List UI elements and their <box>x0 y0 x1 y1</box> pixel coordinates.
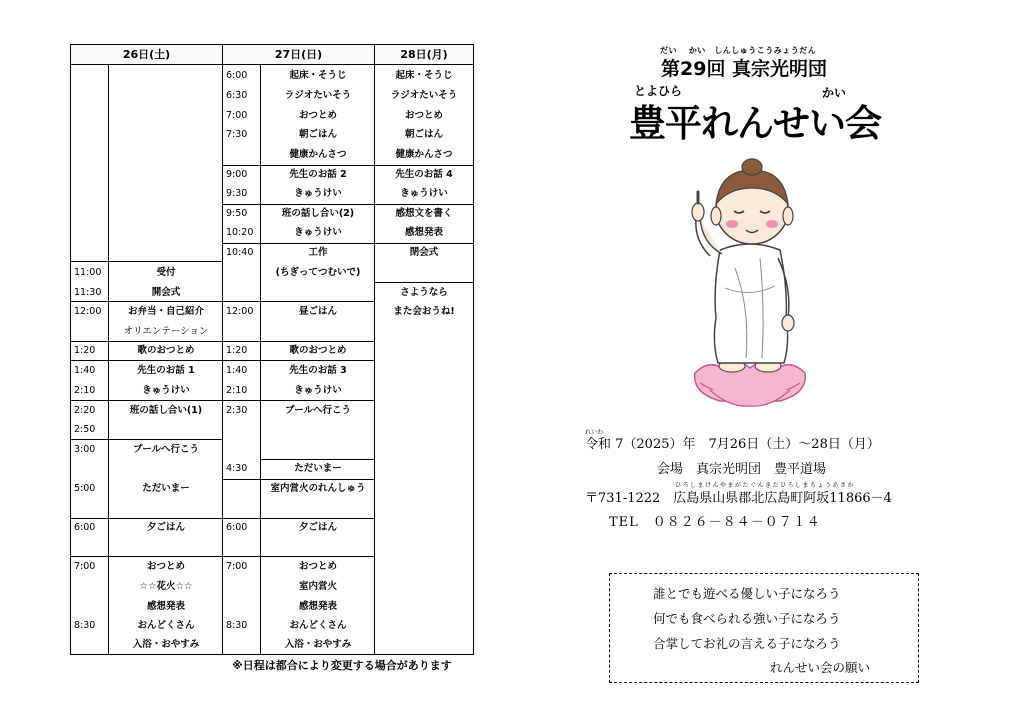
motto-caption: れんせい会の願い <box>770 660 871 675</box>
activity-cell: また会おうね! <box>393 306 455 317</box>
activity-cell: 歌のおつとめ <box>289 345 347 356</box>
motto-line: 誰とでも遊べる優しい子になろう <box>653 586 841 601</box>
activity-cell: 閉会式 <box>409 247 439 258</box>
time-cell: 6:00 <box>226 70 248 81</box>
time-cell: 6:30 <box>226 90 248 101</box>
activity-cell: 先生のお話 3 <box>289 365 347 376</box>
address-ruby: ひろしまけんやまがたぐんきたひろしまちょうあさか <box>675 482 856 489</box>
activity-cell: きゅうけい <box>294 227 342 238</box>
activity-cell: 室内営火 <box>298 581 337 592</box>
time-cell: 10:20 <box>226 227 254 238</box>
time-cell: 6:00 <box>226 522 248 533</box>
activity-cell: (ちぎってつむいで) <box>275 267 361 278</box>
activity-cell: 夕ごはん <box>298 522 337 533</box>
activity-cell: 感想文を書く <box>395 208 453 219</box>
activity-cell: 起床・そうじ <box>395 70 453 81</box>
activity-cell: 朝ごはん <box>404 129 443 140</box>
activity-cell: きゅうけい <box>294 385 342 396</box>
title-ruby-2a: とよひら <box>634 84 683 98</box>
activity-cell: ただいまー <box>294 463 342 474</box>
activity-cell: 室内営火のれんしゅう <box>270 483 366 494</box>
time-cell: 5:00 <box>74 483 96 494</box>
time-cell: 9:30 <box>226 188 248 199</box>
activity-cell: ラジオたいそう <box>284 90 352 101</box>
time-cell: 10:40 <box>226 247 254 258</box>
activity-cell: 感想発表 <box>298 601 337 612</box>
activity-cell: 健康かんさつ <box>289 149 347 160</box>
time-cell: 11:30 <box>74 287 102 298</box>
time-cell: 8:30 <box>74 620 96 631</box>
activity-cell: 朝ごはん <box>298 129 337 140</box>
activity-cell: プールへ行こう <box>132 444 200 455</box>
time-cell: 4:30 <box>226 463 248 474</box>
activity-cell: きゅうけい <box>294 188 342 199</box>
schedule-table <box>70 44 474 655</box>
time-cell: 2:10 <box>226 385 248 396</box>
activity-cell: 昼ごはん <box>298 306 337 317</box>
event-address: 〒731-1222 広島県山県郡北広島町阿坂11866－4 <box>585 491 892 506</box>
day-header-28: 28日(月) <box>375 45 473 65</box>
activity-cell: プールへ行こう <box>284 405 352 416</box>
activity-cell: 先生のお話 2 <box>289 169 347 180</box>
time-cell: 11:00 <box>74 267 102 278</box>
activity-cell: きゅうけい <box>400 188 448 199</box>
title-ruby-1: だい かい しんしゅうこうみょうだん <box>660 46 817 55</box>
activity-cell: 班の話し合い(1) <box>129 405 203 416</box>
motto-line: 何でも食べられる強い子になろう <box>653 611 841 626</box>
activity-cell: 先生のお話 1 <box>137 365 195 376</box>
time-cell: 8:30 <box>226 620 248 631</box>
event-date: 令和 7（2025）年 7月26日（土）～28日（月） <box>585 437 880 452</box>
schedule-notice: ※日程は都合により変更する場合があります <box>232 659 452 672</box>
time-cell: 12:00 <box>74 306 102 317</box>
activity-cell: 入浴・おやすみ <box>132 639 200 650</box>
time-cell: 3:00 <box>74 444 96 455</box>
activity-cell: おつとめ <box>299 561 337 572</box>
activity-cell: おんどくさん <box>289 620 347 631</box>
time-cell: 1:40 <box>226 365 248 376</box>
time-cell: 7:30 <box>226 129 248 140</box>
activity-cell: 夕ごはん <box>146 522 185 533</box>
time-cell: 2:20 <box>74 405 96 416</box>
time-cell: 9:50 <box>226 208 248 219</box>
time-cell: 1:40 <box>74 365 96 376</box>
row-rule <box>71 261 223 262</box>
activity-cell: 感想発表 <box>146 601 185 612</box>
time-cell: 2:50 <box>74 424 96 435</box>
mottos-box <box>609 573 919 683</box>
activity-cell: 受付 <box>156 267 176 278</box>
activity-cell: ラジオたいそう <box>390 90 458 101</box>
activity-cell: オリエンテーション <box>123 326 209 337</box>
time-cell: 2:10 <box>74 385 96 396</box>
activity-cell: 工作 <box>308 247 328 258</box>
activity-cell: ☆☆花火☆☆ <box>139 581 193 592</box>
time-cell: 12:00 <box>226 306 254 317</box>
activity-cell: お弁当・自己紹介 <box>127 306 204 317</box>
activity-cell: 入浴・おやすみ <box>284 639 352 650</box>
event-subtitle: 第29回 真宗光明団 <box>661 58 828 80</box>
activity-cell: 先生のお話 4 <box>395 169 453 180</box>
event-tel: TEL ０８２６－８４－０７１４ <box>609 515 821 530</box>
activity-cell: ただいまー <box>142 483 190 494</box>
day-header-27: 27日(日) <box>223 45 375 65</box>
day-header-26: 26日(土) <box>71 45 223 65</box>
activity-cell: おんどくさん <box>137 620 195 631</box>
activity-cell: 歌のおつとめ <box>137 345 195 356</box>
time-cell: 7:00 <box>226 561 248 572</box>
event-venue: 会場 真宗光明団 豊平道場 <box>657 462 827 477</box>
activity-cell: 感想発表 <box>404 227 443 238</box>
activity-cell: おつとめ <box>405 110 443 121</box>
activity-cell: 開会式 <box>151 287 181 298</box>
motto-line: 合掌してお礼の言える子になろう <box>653 636 841 651</box>
time-cell: 9:00 <box>226 169 248 180</box>
activity-cell: 班の話し合い(2) <box>281 208 355 219</box>
activity-cell: おつとめ <box>299 110 337 121</box>
activity-cell: さようなら <box>400 287 448 298</box>
time-cell: 1:20 <box>226 345 248 356</box>
event-title: 豊平れんせい会 <box>629 102 881 145</box>
activity-cell: おつとめ <box>147 561 185 572</box>
activity-cell: 健康かんさつ <box>395 149 453 160</box>
title-ruby-2b: かい <box>822 86 847 100</box>
activity-cell: きゅうけい <box>142 385 190 396</box>
date-ruby: れいわ <box>585 429 604 436</box>
time-cell: 7:00 <box>74 561 96 572</box>
time-cell: 1:20 <box>74 345 96 356</box>
time-cell: 7:00 <box>226 110 248 121</box>
activity-cell: 起床・そうじ <box>289 70 347 81</box>
time-cell: 2:30 <box>226 405 248 416</box>
child-buddha-illustration <box>680 158 820 413</box>
time-cell: 6:00 <box>74 522 96 533</box>
